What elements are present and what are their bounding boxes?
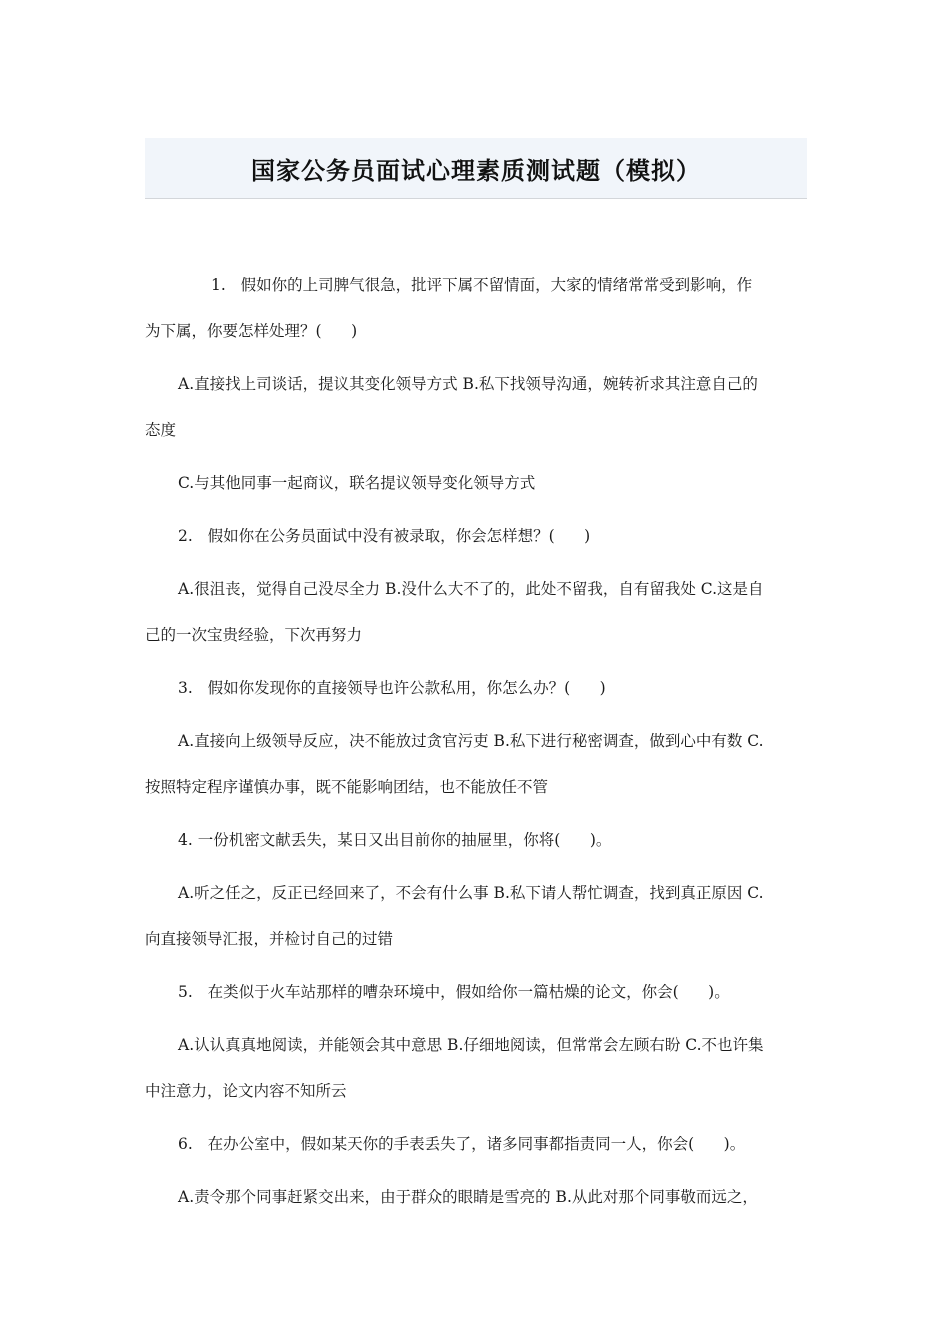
question-4-options-line-2: 向直接领导汇报，并检讨自己的过错 [145, 930, 394, 948]
question-2-options-line-2: 己的一次宝贵经验，下次再努力 [145, 626, 363, 644]
question-4-line-1: 4. 一份机密文献丢失，某日又出目前你的抽屉里，你将( )。 [178, 831, 612, 849]
question-5-line-1: 5. 在类似于火车站那样的嘈杂环境中，假如给你一篇枯燥的论文，你会( )。 [178, 983, 730, 1001]
document-body [145, 262, 807, 1220]
title-banner [145, 138, 807, 199]
question-1-line-1: 1. 假如你的上司脾气很急，批评下属不留情面，大家的情绪常常受到影响，作 [211, 276, 753, 294]
question-1-options-line-2: 态度 [145, 421, 177, 439]
question-3-line-1: 3. 假如你发现你的直接领导也许公款私用，你怎么办？( ) [178, 679, 606, 697]
question-4-options-line-1: A.听之任之，反正已经回来了，不会有什么事 B.私下请人帮忙调查，找到真正原因 C. [178, 884, 764, 902]
question-1-options-line-1: A.直接找上司谈话，提议其变化领导方式 B.私下找领导沟通，婉转祈求其注意自己的 [178, 375, 758, 393]
question-2-line-1: 2. 假如你在公务员面试中没有被录取，你会怎样想？( ) [178, 527, 591, 545]
question-6-line-1: 6. 在办公室中，假如某天你的手表丢失了，诸多同事都指责同一人，你会( )。 [178, 1135, 746, 1153]
question-3-options-line-1: A.直接向上级领导反应，决不能放过贪官污吏 B.私下进行秘密调查，做到心中有数 C. [178, 732, 764, 750]
question-5-options-line-2: 中注意力，论文内容不知所云 [145, 1082, 347, 1100]
question-3-options-line-2: 按照特定程序谨慎办事，既不能影响团结，也不能放任不管 [145, 778, 549, 796]
document-title: 国家公务员面试心理素质测试题（模拟） [251, 156, 701, 185]
question-1-options-line-3: C.与其他同事一起商议，联名提议领导变化领导方式 [178, 474, 536, 492]
question-1-line-2: 为下属，你要怎样处理？( ) [145, 322, 358, 340]
question-6-options-line-1: A.责令那个同事赶紧交出来，由于群众的眼睛是雪亮的 B.从此对那个同事敬而远之， [178, 1188, 758, 1206]
question-5-options-line-1: A.认认真真地阅读，并能领会其中意思 B.仔细地阅读，但常常会左顾右盼 C.不也许集 [178, 1036, 764, 1054]
question-2-options-line-1: A.很沮丧，觉得自己没尽全力 B.没什么大不了的，此处不留我，自有留我处 C.这是自 [178, 580, 764, 598]
